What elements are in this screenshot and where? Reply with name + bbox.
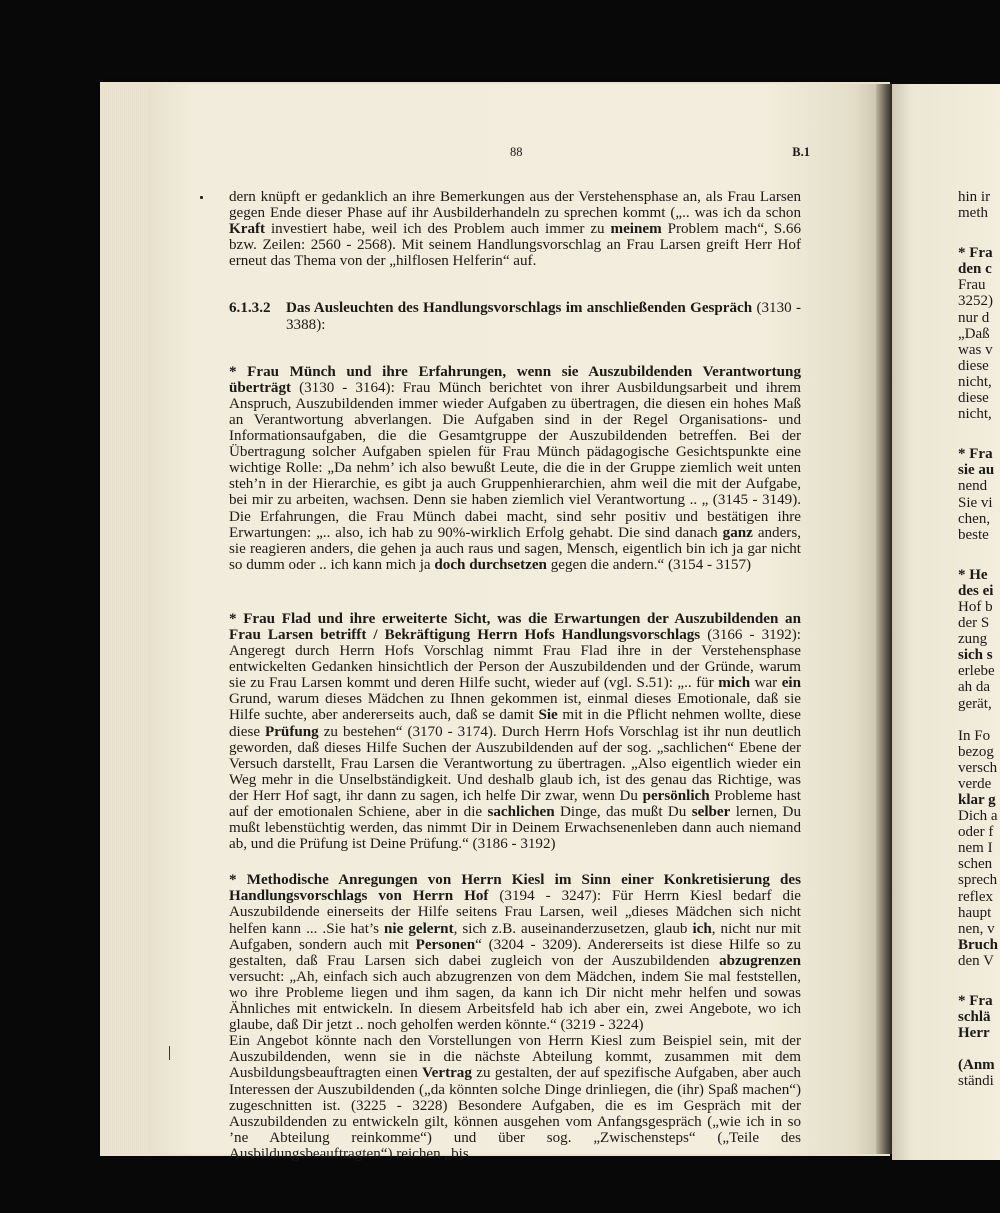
right-page-line: nicht, (958, 373, 992, 390)
right-page-line: reflex (958, 888, 993, 905)
bold-run: ein (781, 675, 801, 692)
right-page-line: * Fra (958, 446, 993, 463)
right-page-line: schen (958, 856, 993, 873)
right-page-line: „Daß (958, 325, 990, 342)
right-page-line: nicht, (958, 406, 992, 423)
right-page-line: sie au (958, 462, 995, 479)
paragraph-flad (229, 611, 801, 852)
right-page-line: Herr (958, 1025, 990, 1042)
right-page-line: haupt (958, 904, 992, 921)
right-page-line: nem I (958, 840, 993, 857)
text-run: mit in die Pflicht nehmen wollte, diese diese (229, 707, 802, 740)
right-page-line: Hof b (958, 598, 993, 615)
right-page-line: Dich a (958, 808, 998, 825)
text-run: zu gestalten, der auf spezifische Aufgaben, aber auch Interessen der Auszubildenden („da könnten solche Dinge drinliegen, die (ihr) Spaß machen“) zugeschnitten ist. (3225 - 3228) Besondere Aufgaben, die es im Gespräch mit der Auszubildenden zu entwickeln gilt, können ausgehen vom Anfangsgespräch („wie ich in so ’ne Abteilung reinkomme“) und über sog. „Zwischensteps“ („Teile des Ausbildungsbeauftragten“) reichen „bis (229, 1065, 801, 1162)
page-header (240, 145, 810, 163)
right-page-line: Frau (958, 277, 986, 294)
text-run: dern knüpft er gedanklich an ihre Bemerkungen aus der Verstehensphase an, als Frau Larsen gegen Ende dieser Phase auf ihr Ausbilderhandeln zu sprechen kommt („.. was ich da schon (229, 189, 801, 222)
right-page-line: Sie vi (958, 494, 993, 511)
text-run: (3130 - 3164): Frau Münch berichtet von ihrer Ausbildungsarbeit und ihrem Anspruch, Auszubildenden immer wieder Aufgaben zu übertragen, die diesen ein hohes Maß an Verantwortung abverlangen. Die Aufgaben sind in der Regel Organisations- und Informationsaufgaben, die die Gesamtgruppe der Auszubildenden betreffen. Bei der Übertragung solcher Aufgaben spielen für Frau Münch pädagogische Gesichtspunkte eine wichtige Rolle: „Da nehm’ ich also bewußt Leute, die die in der Gruppe ziemlich weit unten steh’n in der Hierarchie, es gibt ja auch Gruppenhierarchien, ahm weil die mit der Aufgabe, bei mir zu arbeiten, wachsen. Denn sie haben ziemlich viel Verantwortung .. „ (3145 - 3149). Die Erfahrungen, die Frau Münch dabei macht, sind sehr positiv und bestätigen ihre Erwartungen: „.. also, ich hab zu 90%-wirklich Erfolg gehabt. Die sind danach (229, 379, 801, 541)
margin-dot (200, 196, 203, 199)
bold-run: selber (691, 804, 731, 820)
margin-tick (169, 1046, 170, 1060)
right-page-line: den c (958, 261, 992, 278)
bold-run: Personen (415, 936, 476, 953)
intro-paragraph (229, 189, 801, 269)
text-run: Ein Angebot könnte nach den Vorstellungen von Herrn Kiesl zum Beispiel sein, mit der Auszubildenden, wenn sie in die nächste Abteilung kommt, zusammen mit dem Ausbildungsbeauftragten einen (229, 1033, 801, 1082)
right-page-line: chen, (958, 510, 991, 527)
right-page-line: nen, v (958, 920, 995, 937)
right-page-line: Bruch (958, 936, 999, 953)
right-page-line: den V (958, 952, 994, 969)
right-page-line: nur d (958, 309, 990, 326)
bold-run: Sie (538, 707, 558, 724)
bold-run: Das Ausleuchten des Handlungsvorschlags im anschließenden Gespräch (286, 300, 753, 317)
text-run: Grund, warum dieses Mädchen zu Ihnen gekommen ist, einmal dieses Emotionale, daß sie Hilfe suchte, aber andererseits auch, daß se damit (229, 691, 801, 724)
bold-run: * Frau Flad und ihre erweiterte Sicht, was die Erwartungen der Auszubildenden an Frau Larsen betrifft / Bekräftigung Herrn Hofs Handlungsvorschlags (229, 610, 801, 643)
right-page-line: was v (958, 341, 993, 358)
bold-run: mich (718, 675, 751, 692)
right-page-line: * Fra (958, 993, 993, 1010)
text-run: , nicht nur mit Aufgaben, sondern auch mit (229, 920, 802, 953)
line-gap (958, 543, 1000, 567)
text-run: war (750, 675, 782, 692)
bold-run: sachlichen (487, 804, 555, 820)
right-page-line: sich s (958, 647, 993, 664)
text-run: (3166 - 3192): Angeregt durch Herrn Hofs Vorschlag nimmt Frau Flad ihre in der Verstehensphase entwickelten Gedanken hinsichtlich der Person der Auszubildenden und der Gründe, warum sie zu Frau Larsen kommt und deren Hilfe sucht, wieder auf (vgl. S.51): „.. für (229, 626, 802, 692)
right-page-line: * Fra (958, 245, 993, 262)
text-run: investiert habe, weil ich des Problem auch immer zu (265, 221, 611, 238)
right-page-line: klar g (958, 792, 996, 808)
right-page-line: diese (958, 390, 989, 407)
bold-run: abzugrenzen (719, 952, 801, 969)
right-page-line: meth (958, 205, 988, 222)
text-run: Problem mach“, S.66 bzw. Zeilen: 2560 - 2568). Mit seinem Handlungsvorschlag an Frau Larsen greift Herr Hof erneut das Thema von der „hilflosen Helferin“ auf. (229, 221, 802, 270)
bold-run: meinem (610, 221, 662, 238)
section-code: B.1 (792, 145, 810, 159)
bold-run: doch durchsetzen (434, 556, 547, 573)
right-page-line: ständi (958, 1073, 994, 1090)
bold-run: * Methodische Anregungen von Herrn Kiesl im Sinn einer Konkretisierung des Handlungsvorschlags von Herrn Hof (229, 872, 801, 905)
text-run: zu bestehen“ (3170 - 3174). Durch Herrn Hofs Vorschlag ist ihr nun deutlich geworden, daß dieses Hilfe Suchen der Auszubildenden auf der sog. „sachlichen“ Ebene der Versuch darstellt, Frau Larsen die Verantwortung zu übertragen. „Also eigentlich wieder ein Weg mehr in die Unselbständigkeit. Und deshalb glaub ich, ist des genau das Richtige, was der Herr Hof sagt, ihr dann zu sagen, ich helfe Dir zwar, wenn Du (229, 723, 801, 804)
right-page-line: hin ir (958, 189, 991, 205)
left-page-body (229, 189, 801, 1162)
right-page-line: der S (958, 615, 990, 632)
right-page-line: In Fo (958, 727, 991, 744)
line-gap (958, 712, 1000, 728)
text-run: anders, sie reagieren anders, die gehen ja auch raus und sagen, Mensch, eigentlich bin ich ja gar nicht so dumm oder .. ich kann mich ja (229, 524, 801, 573)
right-page-line: ah da (958, 679, 991, 696)
right-page-line: schlä (958, 1009, 991, 1026)
line-gap (958, 1041, 1000, 1057)
bold-run: Vertrag (422, 1065, 472, 1082)
right-page-line: beste (958, 526, 989, 543)
right-page-line: versch (958, 759, 998, 776)
paragraph-muench (229, 364, 801, 573)
right-page-line: diese (958, 357, 989, 374)
text-run: (3130 - 3388): (286, 300, 801, 333)
page-number: 88 (510, 145, 523, 159)
section-number: 6.1.3.2 (229, 300, 271, 317)
right-page-line: bezog (958, 743, 994, 760)
right-page-line: des ei (958, 582, 994, 599)
right-page-line: (Anm (958, 1057, 995, 1074)
right-page-line: oder f (958, 824, 994, 841)
bold-run: Prüfung (265, 723, 319, 740)
text-run: lernen, Du mußt lebenstüchtig werden, das nimmt Dir in Deinem Erwachsenenleben dann auch niemand ab, und die Prüfung ist Deine Prüfung.“ (3186 - 3192) (229, 804, 801, 853)
book-gutter (876, 84, 892, 1154)
paragraph-angebot (229, 1033, 801, 1162)
text-run: “ (3204 - 3209). Andererseits ist diese Hilfe so zu gestalten, daß Frau Larsen sich dabei zugleich von der Auszubildenden (229, 936, 801, 969)
right-page-line: zung (958, 631, 988, 648)
text-run: (3194 - 3247): Für Herrn Kiesl bedarf die Auszubildende einerseits der Hilfe seitens Frau Larsen, weil „dieses Mädchen sich nicht helfen kann ... .Sie hat’s (229, 888, 801, 937)
right-page-line: erlebe (958, 663, 995, 680)
section-title (286, 300, 801, 332)
bold-run: ich (692, 920, 712, 937)
bold-run: Kraft (229, 221, 266, 238)
bold-run: * Frau Münch und ihre Erfahrungen, wenn sie Auszubildenden Verantwortung überträgt (229, 363, 801, 396)
text-run: versucht: „Ah, einfach sich auch abzugrenzen von dem Mädchen, indem Sie mal feststellen, wo ihre Probleme liegen und ihm sagen, da kann ich Dir nicht mehr helfen und sowas Ähnliches mit entwickeln. In diesem Arbeitsfeld hab ich aber ein, zwei Angebote, wo ich glaube, daß Dir jetzt .. noch geholfen werden könnte.“ (3219 - 3224) (229, 968, 801, 1034)
text-run: Dinge, das mußt Du (554, 804, 692, 820)
right-page-line: nend (958, 478, 988, 495)
bold-run: persönlich (642, 787, 710, 804)
right-page-line: sprech (958, 872, 998, 889)
right-page-line: 3252) (958, 293, 993, 310)
right-page-text (958, 189, 1000, 1090)
right-page-line: gerät, (958, 695, 992, 712)
line-gap (958, 969, 1000, 993)
line-gap (958, 422, 1000, 446)
text-run: Probleme hast auf der emotionalen Schiene, aber in die (229, 787, 801, 820)
bold-run: nie gelernt (384, 920, 454, 937)
section-heading (229, 300, 801, 332)
right-page-line: * He (958, 566, 988, 583)
right-page-line: verde (958, 775, 992, 792)
text-run: gegen die andern.“ (3154 - 3157) (546, 556, 752, 573)
text-run: , sich z.B. auseinanderzusetzen, glaub (453, 920, 693, 937)
line-gap (958, 221, 1000, 245)
bold-run: ganz (722, 524, 753, 541)
paragraph-kiesl (229, 872, 801, 1033)
